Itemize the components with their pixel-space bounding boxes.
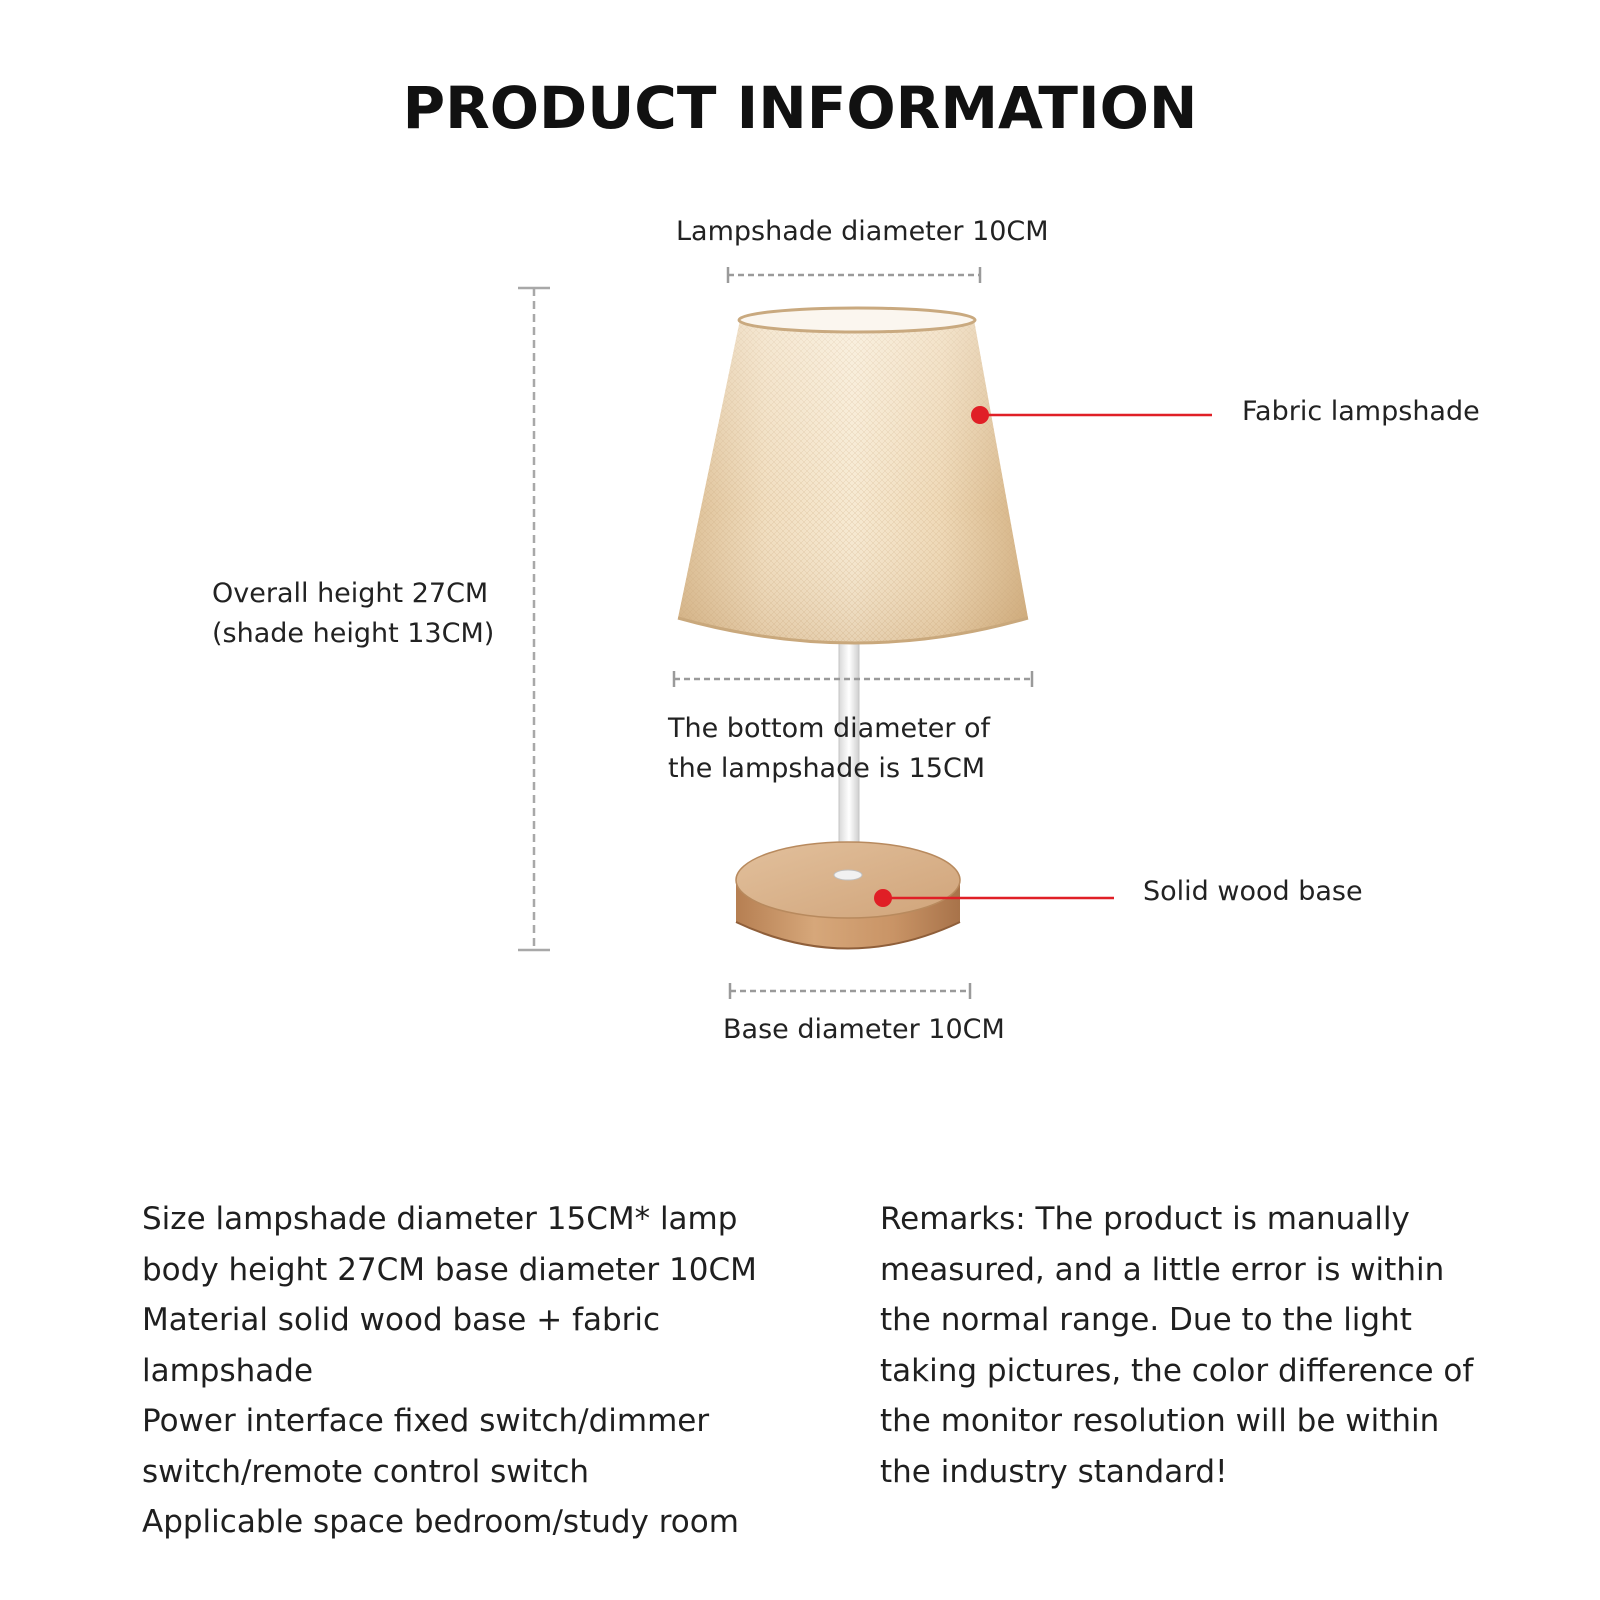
solid-wood-base-callout-label: Solid wood base [1143, 876, 1363, 907]
page-title: PRODUCT INFORMATION [402, 74, 1198, 142]
remark-line: the industry standard! [880, 1453, 1228, 1490]
spec-line: lampshade [142, 1352, 314, 1389]
spec-line: Applicable space bedroom/study room [142, 1504, 739, 1540]
spec-line: body height 27CM base diameter 10CM [142, 1251, 757, 1288]
remark-line: Remarks: The product is manually [880, 1201, 1410, 1237]
height-dimension-line [518, 288, 550, 950]
shade-top-diameter-label: Lampshade diameter 10CM [676, 216, 1049, 247]
remark-line: taking pictures, the color difference of [880, 1352, 1474, 1389]
spec-line: switch/remote control switch [142, 1453, 590, 1490]
shade-top-dimension-line [728, 267, 980, 283]
remark-line: the normal range. Due to the light [880, 1302, 1412, 1338]
fabric-lampshade [678, 308, 1028, 643]
overall-height-label: Overall height 27CM [212, 578, 489, 609]
fabric-lampshade-callout-label: Fabric lampshade [1242, 396, 1480, 427]
remarks-text-block [880, 1194, 1500, 1497]
remark-line: the monitor resolution will be within [880, 1403, 1440, 1439]
base-dimension-line [730, 983, 970, 999]
remark-line: measured, and a little error is within [880, 1251, 1445, 1288]
shade-height-label: (shade height 13CM) [212, 618, 495, 649]
fabric-callout-pointer [971, 406, 1212, 424]
spec-line: Size lampshade diameter 15CM* lamp [142, 1201, 738, 1237]
spec-line: Material solid wood base + fabric [142, 1302, 661, 1338]
specs-text-block [142, 1194, 782, 1548]
base-diameter-label: Base diameter 10CM [723, 1014, 1005, 1045]
spec-line: Power interface fixed switch/dimmer [142, 1403, 710, 1439]
shade-bottom-diameter-label-line2: the lampshade is 15CM [668, 753, 986, 784]
solid-wood-base [736, 842, 960, 949]
shade-bottom-diameter-label-line1: The bottom diameter of [668, 713, 991, 744]
